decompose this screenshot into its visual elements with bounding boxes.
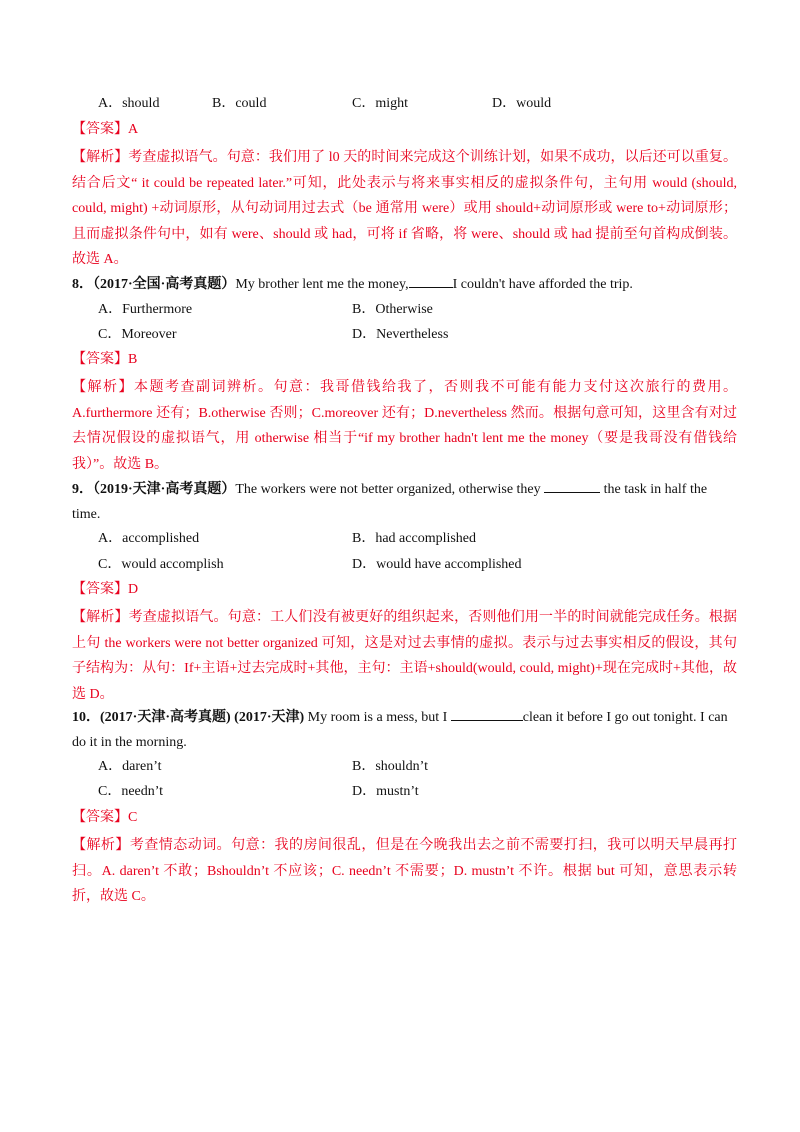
q8-option-a: A．Furthermore: [98, 302, 193, 317]
q7-options: [0, 94, 800, 120]
q8-options-row-1: [0, 300, 800, 326]
q8-number: 8．: [72, 277, 93, 292]
q8-option-d: D．Nevertheless: [352, 327, 449, 342]
q8-text-before: My brother lent me the money,: [235, 277, 409, 292]
q9-stem: [72, 477, 737, 527]
q8-stem: [72, 272, 737, 297]
q10-text-after: clean it before I go out tonight. I can do it in the morning.: [72, 710, 728, 750]
q9-answer: 【答案】D: [72, 582, 139, 597]
q8-option-b: B．Otherwise: [352, 302, 433, 317]
q9-source: （2019·天津·高考真题）: [93, 482, 236, 497]
q9-blank: [544, 478, 600, 493]
q10-explanation: 【解析】考查情态动词。句意：我的房间很乱，但是在今晚我出去之前不需要打扫，我可以明天早晨再打扫。A. daren’t 不敢；Bshouldn’t 不应该；C. needn’t 不需要；D. mustn’t 不许。根据 but 可知，意思表示转折，故选 C。: [72, 838, 737, 904]
q7-option-b: B．could: [212, 96, 267, 111]
q9-number: 9．: [72, 482, 93, 497]
q10-option-b: B．shouldn’t: [352, 759, 428, 774]
q7-option-d: D．would: [492, 96, 552, 111]
q10-number: 10．: [72, 710, 100, 725]
q8-explanation: 【解析】本题考查副词辨析。句意：我哥借钱给我了，否则我不可能有能力支付这次旅行的费用。A.furthermore 还有；B.otherwise 否则；C.moreover 还有；D.nevertheless 然而。根据句意可知，这里含有对过去情况假设的虚拟语气，用 otherwise 相当于“if my brother hadn't lent me the money（要是我哥没有借钱给我）”。故选 B。: [72, 380, 737, 472]
q9-text-after: the task in half the time.: [72, 482, 708, 522]
q9-option-d: D．would have accomplished: [352, 557, 522, 572]
q7-answer: 【答案】A: [72, 122, 139, 137]
q8-option-c: C．Moreover: [98, 327, 177, 342]
q8-answer: 【答案】B: [72, 352, 138, 367]
q9-option-a: A．accomplished: [98, 531, 200, 546]
q9-option-c: C．would accomplish: [98, 557, 224, 572]
q8-options-row-2: [0, 325, 800, 351]
q9-options-row-2: [0, 555, 800, 581]
q10-blank: [451, 706, 523, 721]
q9-explanation: 【解析】考查虚拟语气。句意：工人们没有被更好的组织起来，否则他们用一半的时间就能完成任务。根据上句 the workers were not better organized 可知，这是对过去事情的虚拟。表示与过去事实相反的假设，其句子结构为：从句：If+主语+过去完成时+其他，主句：主语+should(would, could, might)+现在完成时+其他，故选 D。: [72, 610, 737, 702]
q8-blank: [409, 273, 453, 288]
q7-explanation: 【解析】考查虚拟语气。句意：我们用了 l0 天的时间来完成这个训练计划，如果不成功，以后还可以重复。结合后文“ it could be repeated later.”可知，此处表示与将来事实相反的虚拟条件句，主句用 would (should, could, might) +动词原形，从句动词用过去式（be 通常用 were）或用 should+动词原形或 were to+动词原形；且而虚拟条件句中，如有 were、should 或 had，可将 if 省略，将 were、should 或 had 提前至句首构成倒装。故选 A。: [72, 150, 737, 267]
q7-option-c: C．might: [352, 96, 409, 111]
q10-option-d: D．mustn’t: [352, 784, 419, 799]
q10-answer: 【答案】C: [72, 810, 138, 825]
q10-text-before: My room is a mess, but I: [307, 710, 448, 725]
q8-source: （2017·全国·高考真题）: [93, 277, 236, 292]
q10-source: (2017·天津·高考真题) (2017·天津): [100, 710, 305, 725]
q10-options-row-1: [0, 757, 800, 783]
q10-stem: [72, 705, 737, 755]
q9-text-before: The workers were not better organized, otherwise they: [235, 482, 541, 497]
q9-option-b: B．had accomplished: [352, 531, 477, 546]
q10-options-row-2: [0, 782, 800, 808]
q10-option-a: A．daren’t: [98, 759, 162, 774]
q10-option-c: C．needn’t: [98, 784, 164, 799]
q7-option-a: A．should: [98, 96, 160, 111]
q8-text-after: I couldn't have afforded the trip.: [452, 277, 633, 292]
q9-options-row-1: [0, 529, 800, 555]
